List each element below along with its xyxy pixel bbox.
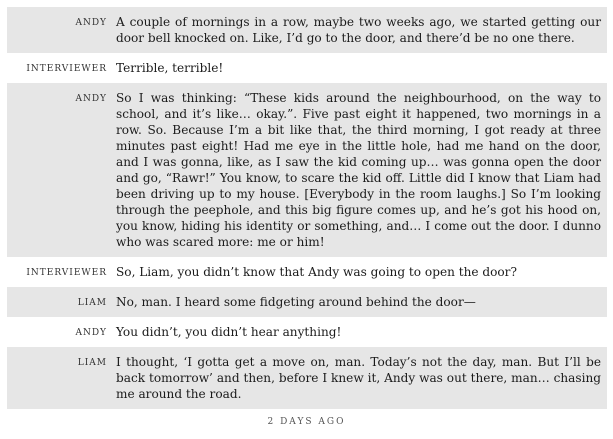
speaker-label: INTERVIEWER <box>26 64 107 74</box>
speaker-label: INTERVIEWER <box>26 268 107 278</box>
speaker-label: ANDY <box>75 18 107 28</box>
transcript-text: Terrible, terrible! <box>116 61 224 75</box>
transcript-text: So I was thinking: “These kids around the neighbourhood, on the way to school, and it’s like… okay.”. Five past eight it happened, two mornings in a row. So. Because I’m a bit like that, the third morning, I got ready at three minutes past eight! Had me eye in the little hole, had me hand on the door, and I was gonna, like, as I saw the kid coming up… was gonna open the door and go, “Rawr!” You know, to scare the kid off. Little did I know that Liam had been driving up to my house. [Everybody in the room laughs.] So I’m looking through the peephole, and this big figure comes up, and he’s got his hood on, you know, hiding his identity or something, and… I come out the door. I dunno who was scared more: me or him! <box>116 91 601 249</box>
speaker-label: LIAM <box>77 358 107 368</box>
transcript-row <box>7 53 607 83</box>
transcript-text: I thought, ‘I gotta get a move on, man. Today’s not the day, man. But I’ll be back tomorrow’ and then, before I knew it, Andy was out there, man… chasing me around the road. <box>116 355 601 401</box>
transcript-text: So, Liam, you didn’t know that Andy was going to open the door? <box>116 265 517 279</box>
transcript-text: A couple of mornings in a row, maybe two weeks ago, we started getting our door bell knocked on. Like, I’d go to the door, and there’d be no one there. <box>116 15 601 45</box>
transcript-row <box>7 83 607 257</box>
post-timestamp[interactable]: 2 DAYS AGO <box>267 417 346 427</box>
transcript-row <box>7 257 607 287</box>
interview-transcript <box>7 7 607 409</box>
transcript-row <box>7 7 607 53</box>
transcript-text: No, man. I heard some fidgeting around behind the door— <box>116 295 476 309</box>
speaker-label: ANDY <box>75 328 107 338</box>
transcript-text: You didn’t, you didn’t hear anything! <box>116 325 342 339</box>
transcript-row <box>7 347 607 409</box>
transcript-row <box>7 317 607 347</box>
transcript-row <box>7 287 607 317</box>
speaker-label: LIAM <box>77 298 107 308</box>
speaker-label: ANDY <box>75 94 107 104</box>
